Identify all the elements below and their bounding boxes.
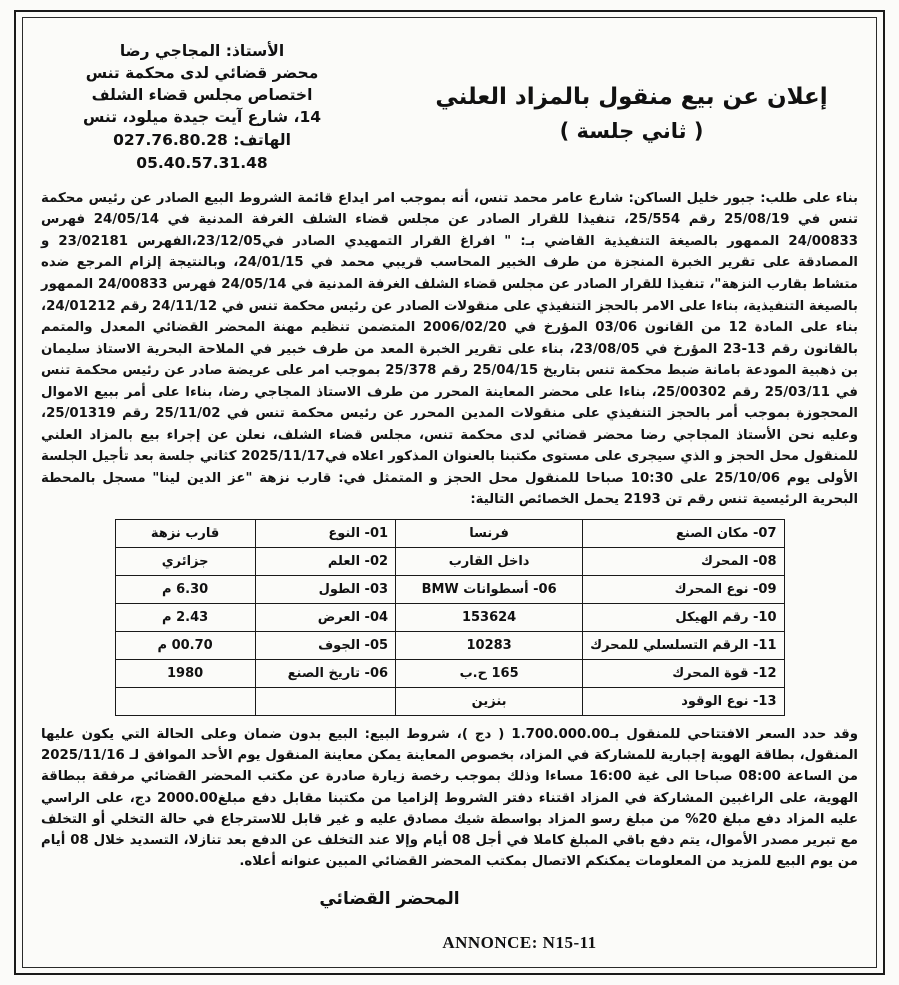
cell-right-value: 2.43 م — [115, 603, 255, 631]
table-row — [115, 547, 784, 575]
cell-left-label: 08- المحرك — [583, 547, 784, 575]
cell-right-value: قارب نزهة — [115, 519, 255, 547]
cell-left-label: 09- نوع المحرك — [583, 575, 784, 603]
announcement-body: بناء على طلب: جبور خليل الساكن: شارع عامر محمد تنس، أنه بموجب امر ايداع قائمة الشروط البيع الصادر عن رئيس محكمة تنس في 25/08/19 رقم 25/554، تنفيذا للقرار الصادر عن مجلس قضاء الشلف الغرفة المدنية في 24/05/14 فهرس 24/00833 الممهور بالصيغة التنفيذية القاضي بـ: " افراغ القرار التمهيدي الصادر في23/12/05،الفهرس 23/02181 و المصادقة على تقرير الخبرة المنجزة من طرف الخبير المحاسب قريبي محمد في 24/01/15، وبالنتيجة إلزام المرجع ضده متشاط بقارب النزهة"، تنفيذا للقرار الصادر عن مجلس قضاء الشلف الغرفة المدنية في 24/05/14 فهرس 24/00833 الممهور بالصيغة التنفيذية، بناءا على الامر بالحجز التنفيذي على منقولات الصادر عن رئيس محكمة تنس في 24/11/12 رقم 24/01212، بناء على المادة 12 من القانون 03/06 المؤرخ في 2006/02/20 المتضمن تنظيم مهنة المحضر القضائي المعدل والمتمم بالقانون رقم 13-23 المؤرخ في 23/08/05، بناء على تقرير الخبرة المعد من طرف خبير في الملاحة البحرية الاستاذ سليمان بن ذهبية المودعة بامانة ضبط محكمة تنس بتاريخ 25/04/15 رقم 25/378 بموجب امر على عريضة صادر عن رئيس محكمة تنس في 25/03/11 رقم 25/00302، بناءا على محضر المعاينة المحرر من طرف الاستاذ المجاجي رضا، بناءا على أمر ببيع الاموال المحجوزة بموجب أمر بالحجز التنفيذي على منقولات المدين المحرر عن رئيس محكمة تنس في 25/11/02 رقم 25/01319، وعليه نحن الأستاذ المجاجي رضا محضر قضائي لدى محكمة تنس، مجلس قضاء الشلف، نعلن عن إجراء بيع بالمزاد العلني للمنقول محل الحجز و الذي سيجرى على مستوى مكتبنا بالعنوان المذكور اعلاه في2025/11/17 كثاني جلسة بعد تأجيل الجلسة الأولى يوم 25/10/06 على 10:30 صباحا للمنقول محل الحجز و المتمثل في: قارب نزهة "عز الدين لينا" مسجل بالمحطة البحرية الرئيسية تنس رقم تن 2193 يحمل الخصائص التالية: — [41, 190, 859, 508]
officer-address: 14، شارع آيت جيدة ميلود، تنس — [82, 108, 322, 126]
cell-right-label: 04- العرض — [255, 603, 395, 631]
table-row — [115, 659, 784, 687]
cell-left-value: 153624 — [396, 603, 583, 631]
cell-left-value: 165 ح.ب — [396, 659, 583, 687]
cell-left-label: 07- مكان الصنع — [583, 519, 784, 547]
specifications-table — [115, 519, 785, 716]
cell-left-value: 06- أسطوانات BMW — [396, 575, 583, 603]
cell-right-value: 1980 — [115, 659, 255, 687]
table-row — [115, 631, 784, 659]
cell-right-label: 05- الجوف — [255, 631, 395, 659]
table-row — [115, 519, 784, 547]
cell-left-label: 12- قوة المحرك — [583, 659, 784, 687]
announcement-document — [22, 17, 877, 968]
page-subtitle: ( ثاني جلسة ) — [559, 118, 704, 143]
table-row — [115, 575, 784, 603]
officer-name: الأستاذ: المجاجي رضا — [119, 42, 285, 60]
cell-right-value: جزائري — [115, 547, 255, 575]
annonce-code: ANNONCE: N15-11 — [442, 933, 597, 952]
cell-right-value — [115, 687, 255, 715]
signature-label: المحضر القضائي — [319, 888, 460, 909]
cell-right-label — [255, 687, 395, 715]
document-header — [37, 40, 862, 174]
cell-right-label: 06- تاريخ الصنع — [255, 659, 395, 687]
specifications-table-wrap — [115, 519, 785, 716]
cell-left-label: 11- الرقم التسلسلي للمحرك — [583, 631, 784, 659]
sale-conditions: وقد حدد السعر الافتتاحي للمنقول بـ1.700.000.00 ( دج )، شروط البيع: البيع بدون ضمان وعلى الحالة التي يكون عليها المنقول، بطاقة الهوية إجبارية للمشاركة في المزاد، بخصوص المعاينة يمكن معاينة المنقول يوم الأحد الموافق لـ 2025/11/16 من الساعة 08:00 صباحا الى غية 16:00 مساءا وذلك بموجب رخصة زيارة صادرة عن مكتب المحضر القضائي مرفقة ببطاقة الهوية، على الراغبين المشاركة في المزاد اقتناء دفتر الشروط إلزاميا من مكتبنا مقابل دفع مبلغ2000.00 دج، على الراسي عليه المزاد دفع مبلغ 20% من مبلغ رسو المزاد بواسطة شيك مصادق عليه و غير قابل للاسترجاع في حالة التخلي أو التخلف مع تبرير مصدر الأموال، يتم دفع باقي المبلغ كاملا في أجل 08 أيام وإلا عند التخلف عن الدفع بعد تنازلا، التسديد خلال 08 أيام من يوم البيع للمزيد من المعلومات يمكنكم الاتصال بمكتب المحضر القضائي المبين عنوانه أعلاه. — [41, 726, 858, 870]
table-row — [115, 687, 784, 715]
cell-left-label: 10- رقم الهيكل — [583, 603, 784, 631]
cell-right-value: 6.30 م — [115, 575, 255, 603]
table-row — [115, 603, 784, 631]
cell-right-value: 00.70 م — [115, 631, 255, 659]
cell-right-label: 03- الطول — [255, 575, 395, 603]
page-title: إعلان عن بيع منقول بالمزاد العلني — [435, 84, 828, 110]
specifications-table-body — [115, 519, 784, 715]
cell-left-value: 10283 — [396, 631, 583, 659]
officer-phone-primary: الهاتف: 027.76.80.28 — [113, 131, 291, 149]
cell-left-label: 13- نوع الوقود — [583, 687, 784, 715]
officer-jurisdiction: اختصاص مجلس قضاء الشلف — [91, 86, 313, 104]
cell-right-label: 02- العلم — [255, 547, 395, 575]
officer-role: محضر قضائي لدى محكمة تنس — [85, 64, 319, 82]
announcement-title-block — [401, 40, 862, 143]
officer-info — [37, 40, 367, 174]
cell-right-label: 01- النوع — [255, 519, 395, 547]
cell-left-value: فرنسا — [396, 519, 583, 547]
cell-left-value: بنزين — [396, 687, 583, 715]
officer-phone-secondary: 05.40.57.31.48 — [136, 153, 268, 172]
cell-left-value: داخل القارب — [396, 547, 583, 575]
